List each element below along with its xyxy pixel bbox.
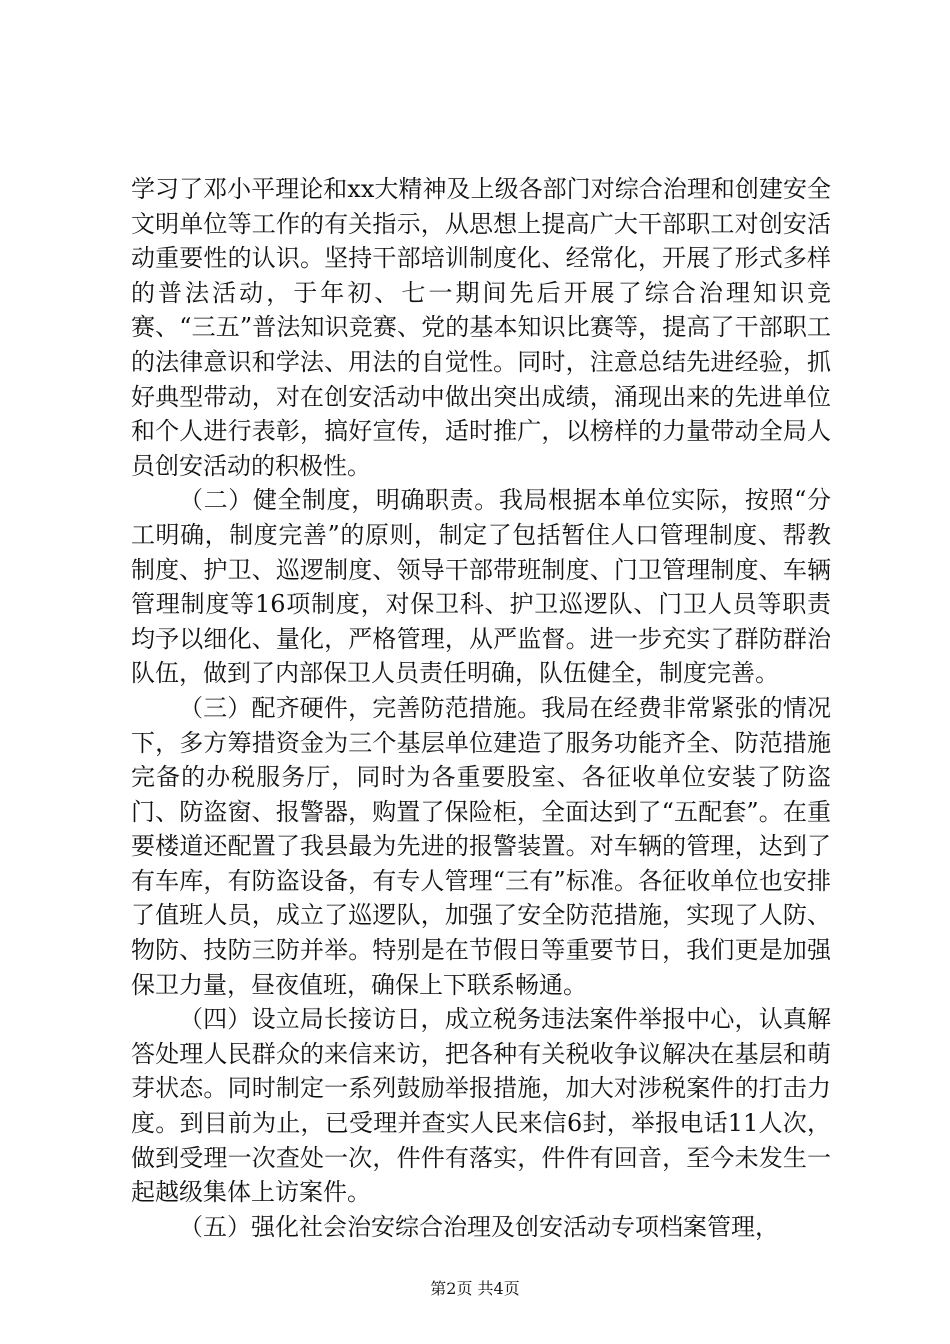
paragraph-4: （四）设立局长接访日，成立税务违法案件举报中心，认真解答处理人民群众的来信来访，把各种有关税收争议解决在基层和萌芽状态。同时制定一系列鼓励举报措施，加大对涉税案件的打击力度。到目前为止，已受理并查实人民来信6封，举报电话11人次，做到受理一次查处一次，件件有落实，件件有回音，至今未发生一起越级集体上访案件。 — [131, 1005, 831, 1207]
page-footer — [0, 1278, 950, 1300]
paragraph-1: 学习了邓小平理论和xx大精神及上级各部门对综合治理和创建安全文明单位等工作的有关指示，从思想上提高广大干部职工对创安活动重要性的认识。坚持干部培训制度化、经常化，开展了形式多样的普法活动，于年初、七一期间先后开展了综合治理知识竞赛、“三五”普法知识竞赛、党的基本知识比赛等，提高了干部职工的法律意识和学法、用法的自觉性。同时，注意总结先进经验，抓好典型带动，对在创安活动中做出突出成绩，涌现出来的先进单位和个人进行表彰，搞好宣传，适时推广，以榜样的力量带动全局人员创安活动的积极性。 — [131, 175, 831, 480]
document-body — [131, 172, 831, 1244]
paragraph-5: （五）强化社会治安综合治理及创安活动专项档案管理， — [179, 1212, 779, 1241]
page-number: 第2页 共4页 — [430, 1279, 520, 1298]
paragraph-2: （二）健全制度，明确职责。我局根据本单位实际，按照“分工明确，制度完善”的原则，制定了包括暂住人口管理制度、帮教制度、护卫、巡逻制度、领导干部带班制度、门卫管理制度、车辆管理制度等16项制度，对保卫科、护卫巡逻队、门卫人员等职责均予以细化、量化，严格管理，从严监督。进一步充实了群防群治队伍，做到了内部保卫人员责任明确，队伍健全，制度完善。 — [131, 486, 831, 688]
paragraph-3: （三）配齐硬件，完善防范措施。我局在经费非常紧张的情况下，多方筹措资金为三个基层单位建造了服务功能齐全、防范措施完备的办税服务厅，同时为各重要股室、各征收单位安装了防盗门、防盗窗、报警器，购置了保险柜，全面达到了“五配套”。在重要楼道还配置了我县最为先进的报警装置。对车辆的管理，达到了有车库，有防盗设备，有专人管理“三有”标准。各征收单位也安排了值班人员，成立了巡逻队，加强了安全防范措施，实现了人防、物防、技防三防并举。特别是在节假日等重要节日，我们更是加强保卫力量，昼夜值班，确保上下联系畅通。 — [131, 693, 831, 999]
